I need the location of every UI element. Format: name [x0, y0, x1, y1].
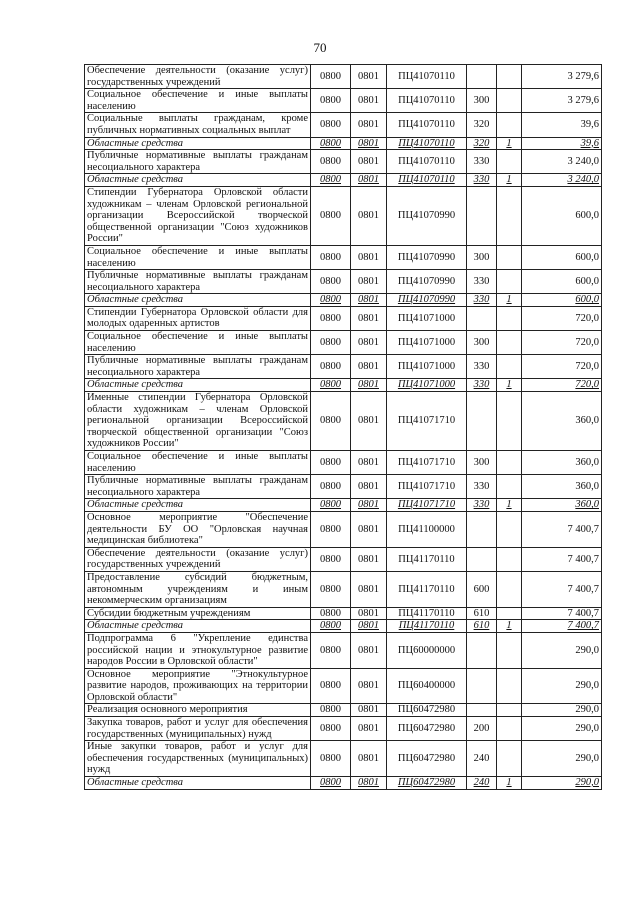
table-row: [85, 499, 602, 512]
section-code: 0800: [311, 306, 351, 330]
subsection-code: 0801: [351, 392, 387, 451]
expense-type: 300: [467, 89, 497, 113]
target-article: ПЦ41100000: [387, 511, 467, 547]
subsection-code: 0801: [351, 137, 387, 150]
row-name: Иные закупки товаров, работ и услуг для обеспечения государственных (муниципальных) нужд: [85, 741, 311, 777]
expense-type: 610: [467, 620, 497, 633]
section-code: 0800: [311, 65, 351, 89]
section-code: 0800: [311, 150, 351, 174]
target-article: ПЦ41170110: [387, 607, 467, 620]
amount: 600,0: [522, 270, 602, 294]
amount: 600,0: [522, 186, 602, 245]
row-name: Стипендии Губернатора Орловской области для молодых одаренных артистов: [85, 306, 311, 330]
amount: 360,0: [522, 392, 602, 451]
amount: 360,0: [522, 451, 602, 475]
target-article: ПЦ41071000: [387, 306, 467, 330]
section-code: 0800: [311, 704, 351, 717]
subsection-code: 0801: [351, 65, 387, 89]
target-article: ПЦ41170110: [387, 571, 467, 607]
target-article: ПЦ41170110: [387, 547, 467, 571]
row-name: Обеспечение деятельности (оказание услуг) государственных учреждений: [85, 65, 311, 89]
amount: 290,0: [522, 632, 602, 668]
subsection-code: 0801: [351, 741, 387, 777]
expense-type: [467, 65, 497, 89]
table-row: [85, 65, 602, 89]
target-article: ПЦ41070110: [387, 150, 467, 174]
row-name: Областные средства: [85, 174, 311, 187]
table-row: [85, 607, 602, 620]
expense-type: 200: [467, 717, 497, 741]
amount: 3 240,0: [522, 150, 602, 174]
expense-type: 320: [467, 137, 497, 150]
funding-source: 1: [497, 499, 522, 512]
amount: 7 400,7: [522, 547, 602, 571]
expense-type: 320: [467, 113, 497, 137]
row-name: Социальное обеспечение и иные выплаты населению: [85, 451, 311, 475]
funding-source: [497, 451, 522, 475]
funding-source: [497, 113, 522, 137]
funding-source: [497, 741, 522, 777]
target-article: ПЦ41071710: [387, 392, 467, 451]
funding-source: 1: [497, 777, 522, 790]
section-code: 0800: [311, 186, 351, 245]
expense-type: 300: [467, 245, 497, 269]
funding-source: [497, 65, 522, 89]
funding-source: [497, 668, 522, 704]
table-row: [85, 632, 602, 668]
amount: 720,0: [522, 306, 602, 330]
subsection-code: 0801: [351, 355, 387, 379]
expense-type: 240: [467, 777, 497, 790]
table-row: [85, 331, 602, 355]
table-row: [85, 355, 602, 379]
section-code: 0800: [311, 511, 351, 547]
target-article: ПЦ41071000: [387, 331, 467, 355]
subsection-code: 0801: [351, 113, 387, 137]
expense-type: 330: [467, 270, 497, 294]
subsection-code: 0801: [351, 668, 387, 704]
expense-type: [467, 547, 497, 571]
section-code: 0800: [311, 547, 351, 571]
section-code: 0800: [311, 379, 351, 392]
expense-type: [467, 704, 497, 717]
amount: 39,6: [522, 137, 602, 150]
table-row: [85, 777, 602, 790]
table-row: [85, 89, 602, 113]
row-name: Областные средства: [85, 777, 311, 790]
row-name: Социальное обеспечение и иные выплаты населению: [85, 245, 311, 269]
expense-type: [467, 632, 497, 668]
subsection-code: 0801: [351, 186, 387, 245]
funding-source: [497, 89, 522, 113]
expense-type: 300: [467, 331, 497, 355]
funding-source: [497, 331, 522, 355]
target-article: ПЦ41071710: [387, 499, 467, 512]
funding-source: [497, 245, 522, 269]
target-article: ПЦ60472980: [387, 704, 467, 717]
target-article: ПЦ41070990: [387, 294, 467, 307]
funding-source: 1: [497, 379, 522, 392]
expense-type: [467, 511, 497, 547]
funding-source: 1: [497, 174, 522, 187]
subsection-code: 0801: [351, 89, 387, 113]
section-code: 0800: [311, 113, 351, 137]
funding-source: [497, 475, 522, 499]
funding-source: [497, 607, 522, 620]
target-article: ПЦ60000000: [387, 632, 467, 668]
row-name: Реализация основного мероприятия: [85, 704, 311, 717]
funding-source: [497, 186, 522, 245]
target-article: ПЦ41070990: [387, 270, 467, 294]
target-article: ПЦ41070110: [387, 113, 467, 137]
subsection-code: 0801: [351, 451, 387, 475]
row-name: Публичные нормативные выплаты гражданам несоциального характера: [85, 150, 311, 174]
expense-type: 600: [467, 571, 497, 607]
amount: 720,0: [522, 355, 602, 379]
table-row: [85, 704, 602, 717]
target-article: ПЦ41071710: [387, 475, 467, 499]
table-row: [85, 717, 602, 741]
amount: 39,6: [522, 113, 602, 137]
subsection-code: 0801: [351, 475, 387, 499]
target-article: ПЦ41070110: [387, 137, 467, 150]
funding-source: [497, 355, 522, 379]
amount: 360,0: [522, 475, 602, 499]
expense-type: 330: [467, 174, 497, 187]
target-article: ПЦ60472980: [387, 777, 467, 790]
subsection-code: 0801: [351, 245, 387, 269]
row-name: Социальное обеспечение и иные выплаты населению: [85, 331, 311, 355]
section-code: 0800: [311, 270, 351, 294]
funding-source: [497, 704, 522, 717]
funding-source: 1: [497, 620, 522, 633]
row-name: Закупка товаров, работ и услуг для обеспечения государственных (муниципальных) нужд: [85, 717, 311, 741]
target-article: ПЦ41070110: [387, 89, 467, 113]
table-row: [85, 174, 602, 187]
subsection-code: 0801: [351, 306, 387, 330]
section-code: 0800: [311, 632, 351, 668]
amount: 720,0: [522, 379, 602, 392]
expense-type: 240: [467, 741, 497, 777]
funding-source: [497, 547, 522, 571]
section-code: 0800: [311, 571, 351, 607]
section-code: 0800: [311, 620, 351, 633]
budget-table: [84, 64, 602, 790]
table-row: [85, 451, 602, 475]
subsection-code: 0801: [351, 704, 387, 717]
amount: 7 400,7: [522, 620, 602, 633]
amount: 7 400,7: [522, 607, 602, 620]
row-name: Областные средства: [85, 379, 311, 392]
row-name: Субсидии бюджетным учреждениям: [85, 607, 311, 620]
funding-source: 1: [497, 137, 522, 150]
table-row: [85, 150, 602, 174]
amount: 600,0: [522, 245, 602, 269]
amount: 290,0: [522, 777, 602, 790]
target-article: ПЦ41170110: [387, 620, 467, 633]
table-row: [85, 392, 602, 451]
subsection-code: 0801: [351, 294, 387, 307]
section-code: 0800: [311, 475, 351, 499]
subsection-code: 0801: [351, 632, 387, 668]
row-name: Именные стипендии Губернатора Орловской области художникам – членам Орловской региональной организации Всероссийской творческой общественной организации "Союз художников России": [85, 392, 311, 451]
section-code: 0800: [311, 294, 351, 307]
subsection-code: 0801: [351, 571, 387, 607]
target-article: ПЦ41070110: [387, 174, 467, 187]
funding-source: [497, 632, 522, 668]
amount: 7 400,7: [522, 571, 602, 607]
row-name: Основное мероприятие "Этнокультурное развитие народов, проживающих на территории Орловской области": [85, 668, 311, 704]
section-code: 0800: [311, 245, 351, 269]
amount: 3 279,6: [522, 65, 602, 89]
table-row: [85, 379, 602, 392]
table-row: [85, 113, 602, 137]
section-code: 0800: [311, 607, 351, 620]
section-code: 0800: [311, 717, 351, 741]
funding-source: [497, 392, 522, 451]
funding-source: [497, 511, 522, 547]
subsection-code: 0801: [351, 379, 387, 392]
expense-type: 610: [467, 607, 497, 620]
section-code: 0800: [311, 392, 351, 451]
table-row: [85, 475, 602, 499]
funding-source: 1: [497, 294, 522, 307]
table-row: [85, 270, 602, 294]
table-row: [85, 547, 602, 571]
row-name: Областные средства: [85, 137, 311, 150]
amount: 290,0: [522, 741, 602, 777]
subsection-code: 0801: [351, 174, 387, 187]
table-row: [85, 668, 602, 704]
expense-type: 330: [467, 499, 497, 512]
expense-type: [467, 306, 497, 330]
row-name: Областные средства: [85, 294, 311, 307]
amount: 290,0: [522, 668, 602, 704]
amount: 3 240,0: [522, 174, 602, 187]
funding-source: [497, 571, 522, 607]
row-name: Публичные нормативные выплаты гражданам несоциального характера: [85, 475, 311, 499]
section-code: 0800: [311, 331, 351, 355]
subsection-code: 0801: [351, 547, 387, 571]
funding-source: [497, 150, 522, 174]
subsection-code: 0801: [351, 270, 387, 294]
table-row: [85, 186, 602, 245]
expense-type: 300: [467, 451, 497, 475]
subsection-code: 0801: [351, 150, 387, 174]
subsection-code: 0801: [351, 511, 387, 547]
section-code: 0800: [311, 451, 351, 475]
row-name: Социальное обеспечение и иные выплаты населению: [85, 89, 311, 113]
section-code: 0800: [311, 89, 351, 113]
section-code: 0800: [311, 355, 351, 379]
subsection-code: 0801: [351, 499, 387, 512]
row-name: Социальные выплаты гражданам, кроме публичных нормативных социальных выплат: [85, 113, 311, 137]
row-name: Предоставление субсидий бюджетным, автономным учреждениям и иным некоммерческим организациям: [85, 571, 311, 607]
row-name: Обеспечение деятельности (оказание услуг) государственных учреждений: [85, 547, 311, 571]
expense-type: [467, 186, 497, 245]
expense-type: 330: [467, 475, 497, 499]
section-code: 0800: [311, 668, 351, 704]
target-article: ПЦ41071000: [387, 355, 467, 379]
expense-type: 330: [467, 355, 497, 379]
subsection-code: 0801: [351, 777, 387, 790]
section-code: 0800: [311, 499, 351, 512]
row-name: Публичные нормативные выплаты гражданам несоциального характера: [85, 355, 311, 379]
amount: 360,0: [522, 499, 602, 512]
expense-type: [467, 392, 497, 451]
row-name: Основное мероприятие "Обеспечение деятельности БУ ОО "Орловская научная медицинская библиотека": [85, 511, 311, 547]
target-article: ПЦ41070990: [387, 245, 467, 269]
section-code: 0800: [311, 777, 351, 790]
target-article: ПЦ41071710: [387, 451, 467, 475]
target-article: ПЦ60472980: [387, 741, 467, 777]
amount: 290,0: [522, 717, 602, 741]
subsection-code: 0801: [351, 331, 387, 355]
table-row: [85, 511, 602, 547]
funding-source: [497, 306, 522, 330]
table-row: [85, 306, 602, 330]
target-article: ПЦ41071000: [387, 379, 467, 392]
expense-type: 330: [467, 294, 497, 307]
amount: 720,0: [522, 331, 602, 355]
target-article: ПЦ60472980: [387, 717, 467, 741]
table-row: [85, 137, 602, 150]
expense-type: [467, 668, 497, 704]
subsection-code: 0801: [351, 620, 387, 633]
table-row: [85, 245, 602, 269]
row-name: Областные средства: [85, 620, 311, 633]
page-number: 70: [313, 40, 327, 55]
expense-type: 330: [467, 150, 497, 174]
target-article: ПЦ41070990: [387, 186, 467, 245]
funding-source: [497, 270, 522, 294]
subsection-code: 0801: [351, 717, 387, 741]
target-article: ПЦ60400000: [387, 668, 467, 704]
section-code: 0800: [311, 137, 351, 150]
table-row: [85, 571, 602, 607]
expense-type: 330: [467, 379, 497, 392]
amount: 600,0: [522, 294, 602, 307]
row-name: Подпрограмма 6 "Укрепление единства российской нации и этнокультурное развитие народов России в Орловской области": [85, 632, 311, 668]
amount: 3 279,6: [522, 89, 602, 113]
section-code: 0800: [311, 741, 351, 777]
amount: 290,0: [522, 704, 602, 717]
row-name: Стипендии Губернатора Орловской области художникам – членам Орловской региональной организации Всероссийской творческой общественной организации "Союз художников России": [85, 186, 311, 245]
funding-source: [497, 717, 522, 741]
table-row: [85, 620, 602, 633]
section-code: 0800: [311, 174, 351, 187]
table-row: [85, 294, 602, 307]
row-name: Областные средства: [85, 499, 311, 512]
table-row: [85, 741, 602, 777]
subsection-code: 0801: [351, 607, 387, 620]
amount: 7 400,7: [522, 511, 602, 547]
target-article: ПЦ41070110: [387, 65, 467, 89]
row-name: Публичные нормативные выплаты гражданам несоциального характера: [85, 270, 311, 294]
